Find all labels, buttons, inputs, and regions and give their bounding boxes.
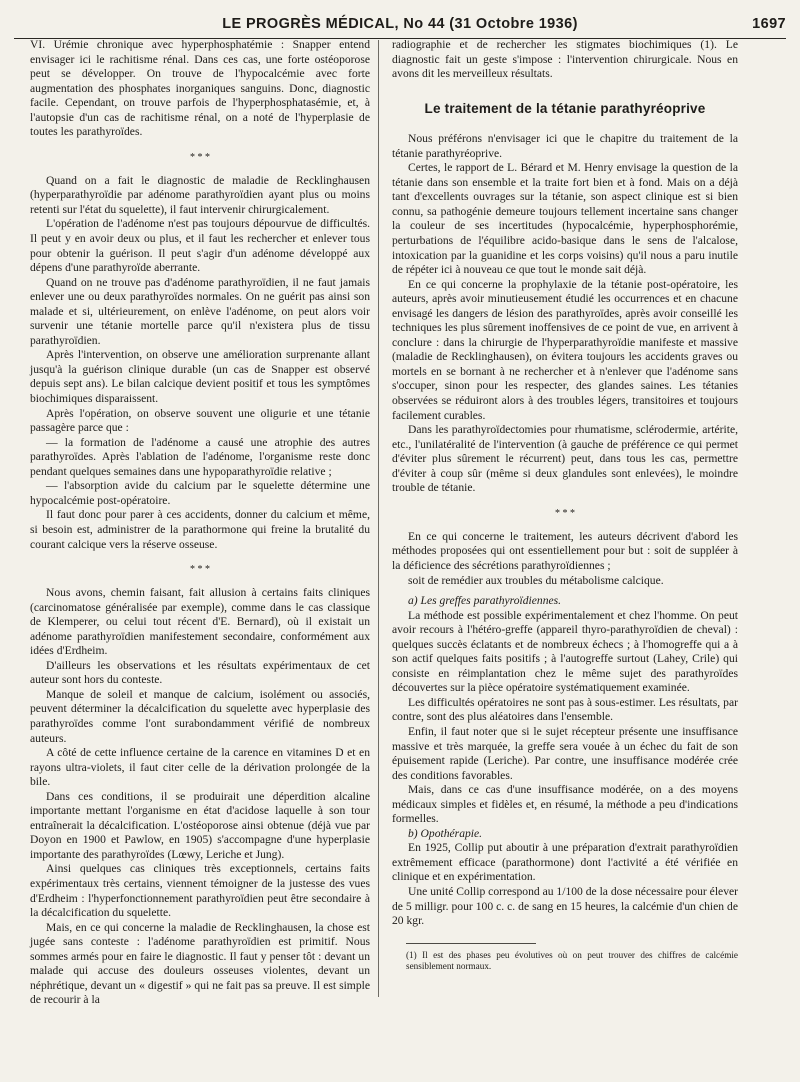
paragraph: Une unité Collip correspond au 1/100 de la dose nécessaire pour élever de 5 milligr. pour 100 c. c. de sang en 15 heures, la calcémie d'un chien de 20 kgr.: [392, 884, 738, 928]
paragraph: Mais, dans ce cas d'une insuffisance modérée, on a des moyens médicaux simples et fidèles et, en résumé, la méthode a peu d'indications formelles.: [392, 783, 738, 826]
paragraph: Nous avons, chemin faisant, fait allusion à certains faits cliniques (carcinomatose généralisée par exemple), comme dans le cas classique de Klemperer, ou celui tout récent d'E. Bernard), où il existait un adénome parathyroïdien manifestement secondaire, conformément aux idées d'Erdheim.: [30, 586, 370, 658]
paragraph: Après l'intervention, on observe une amélioration surprenante allant jusqu'à la guérison clinique durable (un cas de Snapper est observé depuis sept ans). Le bilan calcique devient positif et tous les symptômes biochimiques disparaissent.: [30, 348, 370, 406]
paragraph: La méthode est possible expérimentalement et chez l'homme. On peut avoir recours à l'hétéro-greffe (appareil thyro-parathyroïdien de cheval) : quelques succès éclatants et de nombreux échecs ; à l'homogreffe qui a à son actif quelques faits positifs ; à l'autogreffe surtout (Lahey, Crile) qui consiste en réimplantation chez le même sujet des parathyroïdes découvertes sur la pièce opératoire systématiquement examinée.: [392, 608, 738, 695]
paragraph: soit de remédier aux troubles du métabolisme calcique.: [408, 573, 664, 587]
paragraph: Nous préférons n'envisager ici que le chapitre du traitement de la tétanie parathyréoprive.: [392, 132, 738, 160]
paragraph: Ainsi quelques cas cliniques très exceptionnels, certains faits expérimentaux très certains, viennent témoigner de la justesse des vues d'Erdheim : l'hyperfonctionnement parathyroïdien peut être secondaire à la décalcification du squelette.: [30, 862, 370, 920]
paragraph: Il faut donc pour parer à ces accidents, donner du calcium et même, si besoin est, administrer de la parathormone qui freine la brutalité du courant calcique vers la réserve osseuse.: [30, 508, 370, 551]
paragraph: Manque de soleil et manque de calcium, isolément ou associés, peuvent déterminer la décalcification du squelette avec hyperplasie des parathyroïdes comme l'ont surabondamment vérifié de nombreux auteurs.: [30, 687, 370, 745]
paragraph: Enfin, il faut noter que si le sujet récepteur présente une insuffisance massive et très marquée, la greffe sera vouée à un échec du fait de son épuisement rapide (Leriche). Par contre, une insuffisance modérée crée des conditions favorables.: [392, 724, 738, 782]
left-column: [30, 38, 370, 1082]
journal-title: LE PROGRÈS MÉDICAL, No 44 (31 Octobre 1936): [222, 16, 578, 32]
paragraph: — la formation de l'adénome a causé une atrophie des autres parathyroïdes. Après l'ablation de l'adénome, l'organisme reste donc pendant quelques semaines dans une hypoparathyroïdie relative ;: [30, 435, 370, 478]
paragraph: Dans les parathyroïdectomies pour rhumatisme, sclérodermie, artérite, etc., l'unilatéralité de l'intervention (à gauche de préférence ce qui permet d'éviter plus sûrement le récurrent) peut, dans tous les cas, permettre d'éviter à coup sûr (même si deux glandules sont enlevées), le moindre trouble de tétanie.: [392, 423, 738, 495]
paragraph: Mais, en ce qui concerne la maladie de Recklinghausen, la chose est jugée sans conteste : l'adénome parathyroïdien est primitif. Nous sommes armés pour en faire le diagnostic. Il faut y penser tôt : devant un malade qui accuse des douleurs osseuses violentes, devant un néphrétique, devant un « digestif » qui ne fait pas sa preuve. Il est simple de recourir à la: [30, 920, 370, 1007]
paragraph: D'ailleurs les observations et les résultats expérimentaux de cet auteur sont hors du conteste.: [30, 658, 370, 687]
paragraph: A côté de cette influence certaine de la carence en vitamines D et en rayons ultra-violets, il faut citer celle de la dérivation prolongée de la bile.: [30, 746, 370, 789]
footnote: (1) Il est des phases peu évolutives où on peut trouver des chiffres de calcémie sensiblement normaux.: [406, 949, 738, 971]
right-column: [392, 38, 738, 1082]
section-stars: * * *: [555, 507, 575, 519]
paragraph: Après l'opération, on observe souvent une oligurie et une tétanie passagère parce que :: [30, 406, 370, 435]
paragraph: Quand on a fait le diagnostic de maladie de Recklinghausen (hyperparathyroïdie par adénome parathyroïdien ayant plus ou moins retenti sur l'état du squelette), il faut intervenir chirurgicalement.: [30, 173, 370, 216]
paragraph: Certes, le rapport de L. Bérard et M. Henry envisage la question de la tétanie dans son ensemble et la traite fort bien et à fond. Mais on a déjà tant d'excellents ouvrages sur la tétanie, son aspect clinique est si bien connu, sa pathogénie demeure toujours tellement incertaine sans changer la couleur de ses incertitudes (hypocalcémie, hyperphosphorémie, perturbations de l'équilibre acido-basique dans le sens de l'alcalose, intoxication par la guanidine et les corps voisins) qu'il nous a paru inutile de répéter ici à nouveau ce que tout le monde sait déjà.: [392, 161, 738, 277]
paragraph: En ce qui concerne le traitement, les auteurs décrivent d'abord les méthodes proposées qui ont essentiellement pour but : soit de suppléer à la déficience des sécrétions parathyroïdiennes ;: [392, 529, 738, 572]
section-heading: Le traitement de la tétanie parathyréoprive: [424, 100, 706, 116]
page-number: 1697: [752, 16, 786, 32]
paragraph: — l'absorption avide du calcium par le squelette détermine une hypocalcémie post-opératoire.: [30, 479, 370, 507]
running-header: [14, 12, 786, 39]
footnote-rule: [406, 943, 536, 944]
paragraph: En 1925, Collip put aboutir à une préparation d'extrait parathyroïdien extrêmement efficace (parathormone) dont l'activité a été vérifiée en clinique et en expérimentation.: [392, 841, 738, 884]
subheading-greffes: a) Les greffes parathyroïdiennes.: [408, 594, 562, 608]
paragraph: Quand on ne trouve pas d'adénome parathyroïdien, il ne faut jamais enlever une ou deux parathyroïdes normales. On ne guérit pas ainsi son malade et si, ultérieurement, on enlève l'adénome, on peut alors voir survenir une tétanie mortelle parce qu'il n'existera plus de tissu parathyroïdien.: [30, 275, 370, 347]
section-stars: * * *: [190, 151, 210, 163]
section-stars: * * *: [190, 564, 210, 576]
paragraph: En ce qui concerne la prophylaxie de la tétanie post-opératoire, les auteurs, après avoir minutieusement étudié les occurrences et en chacune envisagé les dangers de lésion des parathyroïdes, après avoir conseillé les techniques les plus sûrement inoffensives de ce point de vue, en arrivent à conclure : dans la chirurgie de l'hyperparathyroïdie manifeste et massive (maladie de Recklinghausen), on évitera toujours les accidents graves ou mortels en se bornant à ne rechercher et à n'enlever que l'adénome sans s'occuper, sinon pour les respecter, des glandes saines. Les tétanies observées se réduiront alors à des troubles légers, transitoires et toujours facilement curables.: [392, 277, 738, 422]
paragraph: radiographie et de rechercher les stigmates biochimiques (1). Le diagnostic fait un geste s'impose : l'intervention chirurgicale. Nous en avons dit les merveilleux résultats.: [392, 38, 738, 81]
paragraph: Les difficultés opératoires ne sont pas à sous-estimer. Les résultats, par contre, sont des plus aléatoires dans l'ensemble.: [392, 695, 738, 724]
paragraph: L'opération de l'adénome n'est pas toujours dépourvue de difficultés. Il peut y en avoir deux ou plus, et il faut les rechercher et enlever tous pour obtenir la guérison. Il peut s'agir d'un adénome développé aux dépens d'une parathyroïde aberrante.: [30, 217, 370, 275]
paragraph: Dans ces conditions, il se produirait une déperdition alcaline importante mettant l'organisme en état d'acidose laquelle à son tour entraînerait la décalcification. L'ostéoporose ainsi obtenue (déjà vue par Doyon en 1900 et Pawlow, en 1905) s'accompagne d'une hyperplasie importante des parathyroïdes (Lœwy, Leriche et Jung).: [30, 789, 370, 861]
column-divider: [378, 40, 379, 997]
subheading-opotherapie: b) Opothérapie.: [408, 826, 483, 840]
paragraph: VI. Urémie chronique avec hyperphosphatémie : Snapper entend envisager ici le rachitisme rénal. Dans ces cas, une forte ostéoporose peut se développer. On trouve de l'hypocalcémie avec forte augmentation des phosphates inorganiques sanguins. Donc, diagnostic facile. Cependant, on trouve parfois de l'hyperphosphatasémie, et, à l'autopsie d'un cas de rachitisme rénal, on a noté de l'hyperplasie de toutes les parathyroïdes.: [30, 38, 370, 139]
